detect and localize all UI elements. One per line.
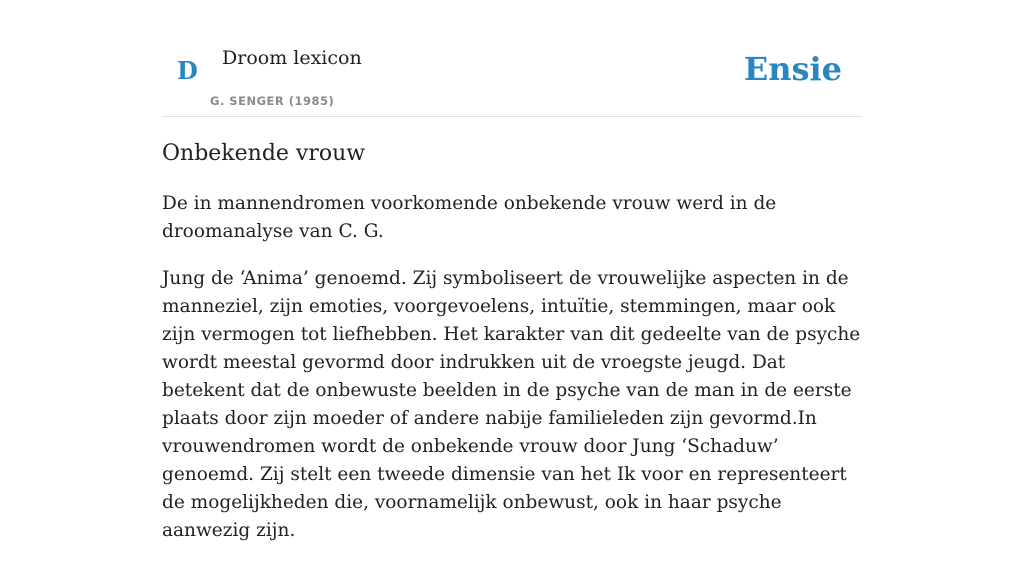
book-letter-icon: D [177,56,198,85]
entry-title: Onbekende vrouw [162,141,366,166]
entry-content [162,138,862,564]
entry-paragraph: De in mannendromen voorkomende onbekende vrouw werd in de droomanalyse van C. G. [162,193,777,242]
book-header [162,0,862,117]
ensie-logo[interactable]: Ensie [743,50,842,88]
book-title-link[interactable]: Droom lexicon [222,47,362,69]
entry-paragraph: Jung de ‘Anima’ genoemd. Zij symboliseert de vrouwelijke aspecten in de manneziel, zijn emoties, voorgevoelens, intuïtie, stemmingen, maar ook zijn vermogen tot liefhebben. Het karakter van dit gedeelte van de psyche wordt meestal gevormd door indrukken uit de vroegste jeugd. Dat betekent dat de onbewuste beelden in de psyche van de man in de eerste plaats door zijn moeder of andere nabije familieleden zijn gevormd.In vrouwendromen wordt de onbekende vrouw door Jung ‘Schaduw’ genoemd. Zij stelt een tweede dimensie van het Ik voor en representeert de mogelijkheden die, voornamelijk onbewust, ook in haar psyche aanwezig zijn. [162,268,861,541]
book-author: G. SENGER (1985) [210,94,335,108]
